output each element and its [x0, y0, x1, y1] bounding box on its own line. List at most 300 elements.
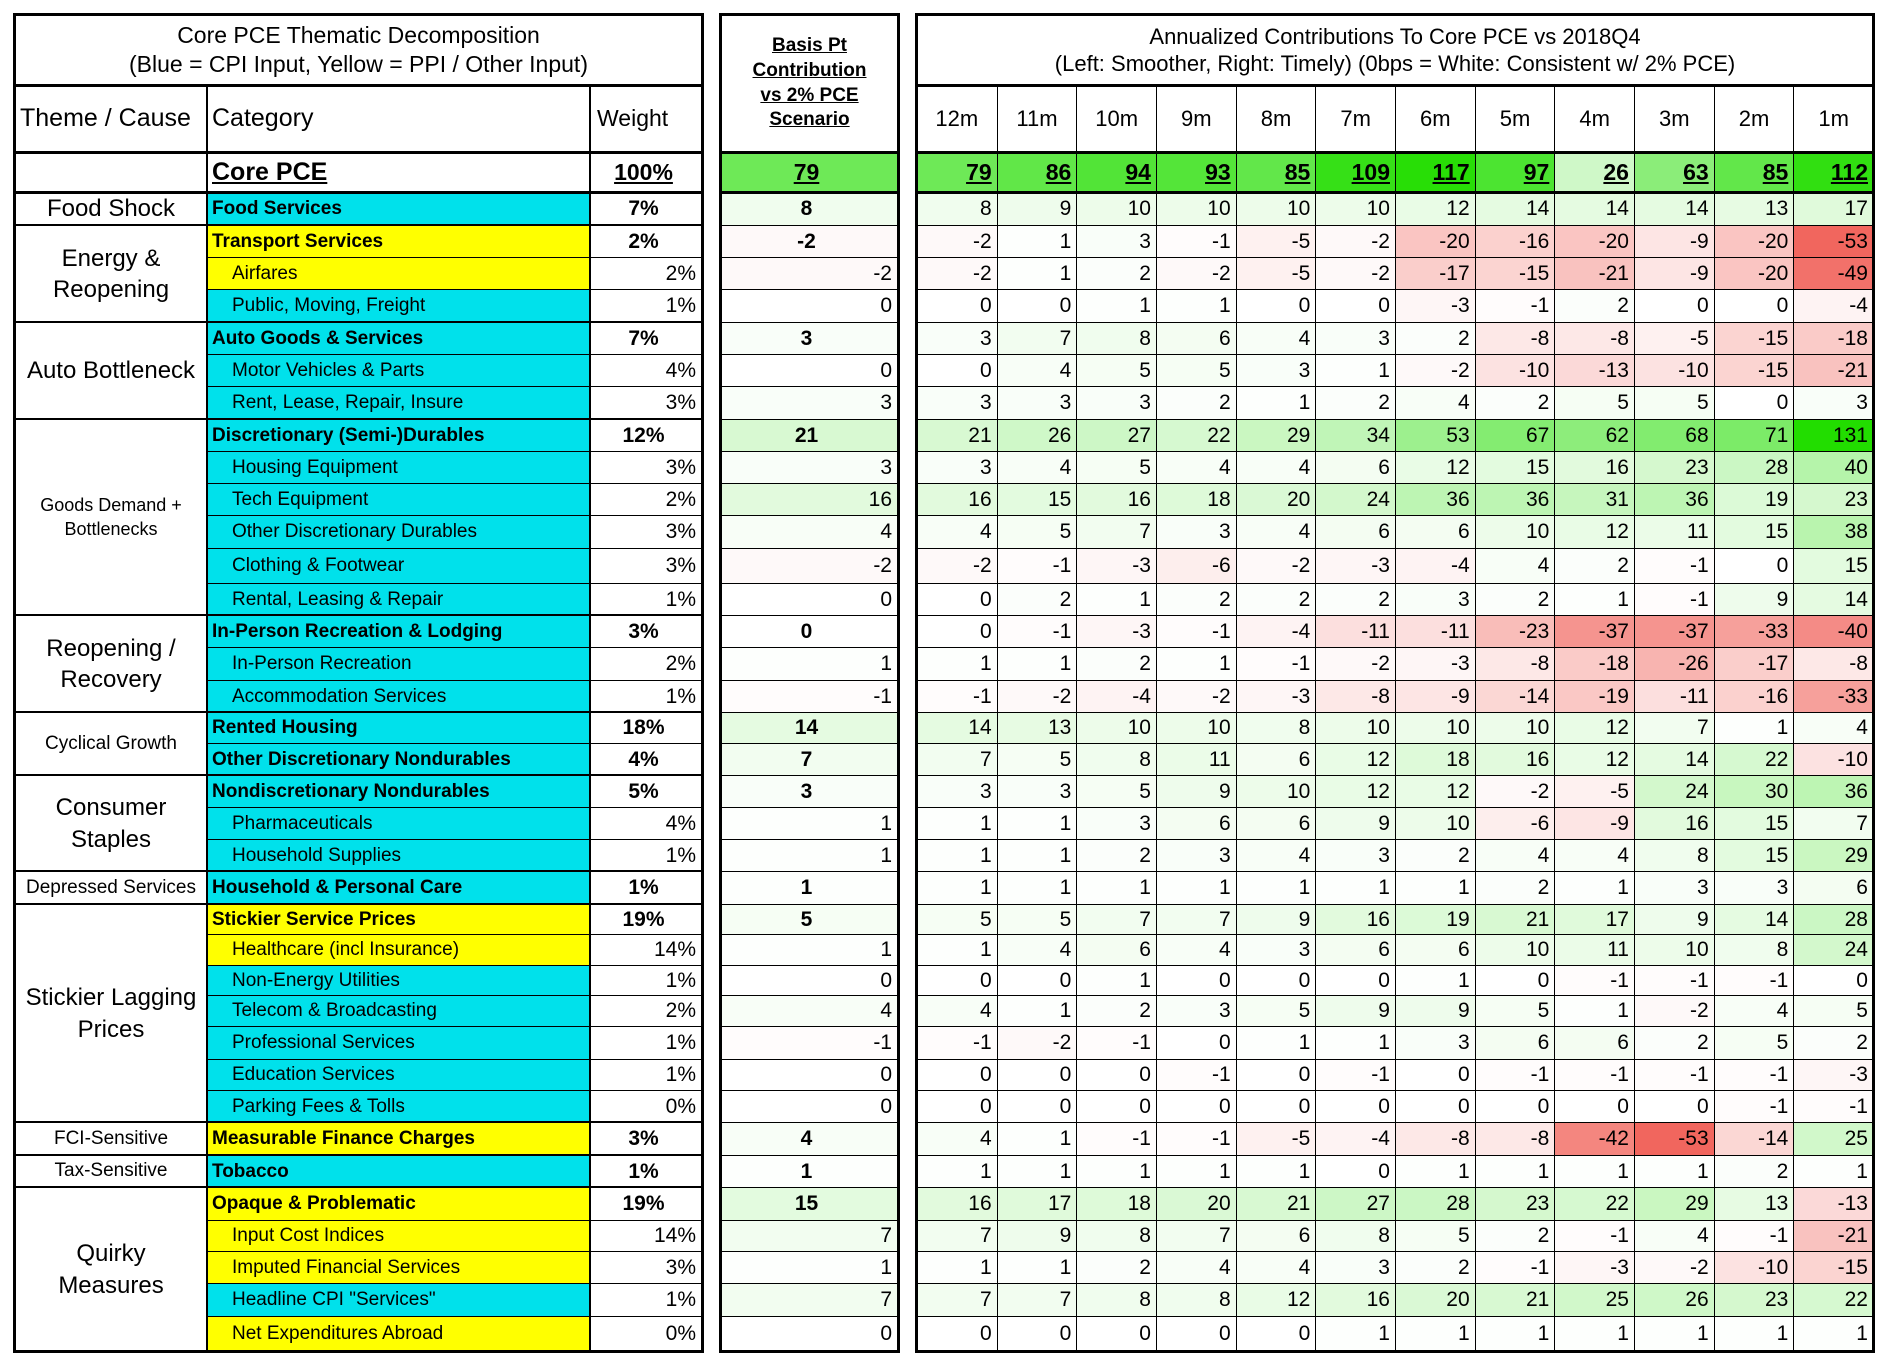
- period-value-cell: 1: [1315, 1316, 1395, 1351]
- period-value-cell: 20: [1156, 1187, 1236, 1220]
- period-value-cell: 2: [1236, 583, 1316, 615]
- category-cell: Parking Fees & Tolls: [207, 1090, 590, 1122]
- period-value-cell: 4: [1793, 712, 1873, 743]
- period-value-cell: -10: [1634, 354, 1714, 386]
- grid-line: [15, 1121, 702, 1123]
- period-value-cell: 93: [1156, 152, 1236, 192]
- period-value-cell: 5: [917, 904, 997, 934]
- bp-contribution-cell: 0: [721, 1059, 898, 1090]
- category-cell: Pharmaceuticals: [207, 807, 590, 839]
- category-cell: Clothing & Footwear: [207, 548, 590, 583]
- period-value-cell: 9: [1395, 995, 1475, 1026]
- period-value-cell: 86: [997, 152, 1077, 192]
- bp-contribution-cell: 7: [721, 1220, 898, 1251]
- period-value-cell: -2: [997, 680, 1077, 712]
- period-value-cell: 1: [917, 839, 997, 871]
- period-value-cell: 2: [1315, 583, 1395, 615]
- weight-cell: 3%: [590, 1122, 702, 1155]
- period-header-7m: 7m: [1315, 85, 1395, 152]
- period-value-cell: 3: [1076, 225, 1156, 257]
- period-value-cell: 1: [1395, 965, 1475, 995]
- period-value-cell: 6: [1554, 1026, 1634, 1059]
- period-value-cell: 0: [1315, 1090, 1395, 1122]
- period-value-cell: -8: [1554, 322, 1634, 354]
- bp-contribution-cell: 0: [721, 1090, 898, 1122]
- period-value-cell: 0: [1634, 289, 1714, 322]
- grid-line: [15, 614, 702, 616]
- period-value-cell: 8: [1076, 743, 1156, 775]
- period-value-cell: 0: [1395, 1090, 1475, 1122]
- weight-cell: 2%: [590, 257, 702, 289]
- period-value-cell: -10: [1714, 1251, 1794, 1283]
- period-value-cell: 5: [997, 743, 1077, 775]
- period-value-cell: -2: [1315, 257, 1395, 289]
- period-value-cell: 7: [1634, 712, 1714, 743]
- weight-cell: 1%: [590, 965, 702, 995]
- period-value-cell: -3: [1315, 548, 1395, 583]
- period-value-cell: -3: [1793, 1059, 1873, 1090]
- period-value-cell: 2: [1554, 289, 1634, 322]
- period-value-cell: 4: [1236, 1251, 1316, 1283]
- period-value-cell: 4: [1475, 839, 1555, 871]
- period-value-cell: 10: [1076, 192, 1156, 225]
- period-value-cell: 1: [997, 1251, 1077, 1283]
- period-value-cell: 25: [1793, 1122, 1873, 1155]
- period-value-cell: 67: [1475, 419, 1555, 451]
- bp-contribution-cell: 3: [721, 322, 898, 354]
- grid-line: [917, 84, 1873, 87]
- period-value-cell: -1: [1714, 1059, 1794, 1090]
- weight-cell: 3%: [590, 386, 702, 419]
- period-value-cell: -9: [1554, 807, 1634, 839]
- grid-line: [917, 151, 1873, 154]
- period-value-cell: 12: [1395, 451, 1475, 483]
- period-value-cell: 7: [917, 1220, 997, 1251]
- right-title-line1: Annualized Contributions To Core PCE vs 2018Q4: [1149, 23, 1641, 49]
- period-value-cell: 1: [1714, 712, 1794, 743]
- period-value-cell: 0: [1315, 1155, 1395, 1187]
- period-value-cell: 3: [1395, 583, 1475, 615]
- period-value-cell: 1: [1554, 583, 1634, 615]
- period-value-cell: 9: [997, 192, 1077, 225]
- period-value-cell: 4: [1236, 322, 1316, 354]
- period-value-cell: 0: [1714, 289, 1794, 322]
- period-value-cell: -1: [1634, 965, 1714, 995]
- period-value-cell: 1: [1554, 995, 1634, 1026]
- period-value-cell: -1: [1634, 583, 1714, 615]
- period-value-cell: 0: [1076, 1316, 1156, 1351]
- period-value-cell: 7: [1156, 1220, 1236, 1251]
- bp-contribution-cell: -2: [721, 548, 898, 583]
- period-value-cell: 3: [1156, 839, 1236, 871]
- period-value-cell: -42: [1554, 1122, 1634, 1155]
- period-value-cell: -1: [1076, 1026, 1156, 1059]
- category-cell: Non-Energy Utilities: [207, 965, 590, 995]
- period-value-cell: 21: [917, 419, 997, 451]
- period-value-cell: 6: [1395, 934, 1475, 965]
- period-value-cell: 5: [1076, 354, 1156, 386]
- category-cell: Other Discretionary Nondurables: [207, 743, 590, 775]
- weight-cell: 1%: [590, 680, 702, 712]
- period-value-cell: -3: [1554, 1251, 1634, 1283]
- period-value-cell: 4: [917, 995, 997, 1026]
- period-value-cell: 0: [997, 1316, 1077, 1351]
- period-value-cell: -2: [997, 1026, 1077, 1059]
- period-value-cell: -13: [1793, 1187, 1873, 1220]
- period-value-cell: 85: [1714, 152, 1794, 192]
- period-value-cell: -21: [1554, 257, 1634, 289]
- period-value-cell: 20: [1395, 1283, 1475, 1316]
- bp-contribution-header: [721, 15, 898, 152]
- period-value-cell: 5: [1395, 1220, 1475, 1251]
- category-cell: Household & Personal Care: [207, 871, 590, 904]
- period-value-cell: 4: [1395, 386, 1475, 419]
- period-value-cell: 3: [997, 775, 1077, 807]
- period-value-cell: 16: [917, 483, 997, 515]
- period-value-cell: -5: [1554, 775, 1634, 807]
- period-value-cell: 0: [1236, 289, 1316, 322]
- period-value-cell: 6: [1076, 934, 1156, 965]
- period-value-cell: -1: [1793, 1090, 1873, 1122]
- bp-contribution-cell: 0: [721, 1316, 898, 1351]
- period-value-cell: -2: [1156, 680, 1236, 712]
- period-value-cell: -2: [1634, 1251, 1714, 1283]
- period-value-cell: 1: [997, 1155, 1077, 1187]
- bp-contribution-cell: 1: [721, 1155, 898, 1187]
- period-value-cell: 2: [1076, 839, 1156, 871]
- period-value-cell: 1: [1395, 871, 1475, 904]
- period-value-cell: 0: [1475, 1090, 1555, 1122]
- period-value-cell: 7: [997, 1283, 1077, 1316]
- period-value-cell: 2: [1156, 386, 1236, 419]
- period-value-cell: 112: [1793, 152, 1873, 192]
- category-cell: In-Person Recreation: [207, 647, 590, 680]
- period-value-cell: 4: [1236, 451, 1316, 483]
- period-value-cell: 15: [1793, 548, 1873, 583]
- period-value-cell: 0: [1634, 1090, 1714, 1122]
- period-value-cell: 11: [1554, 934, 1634, 965]
- period-value-cell: 6: [1315, 934, 1395, 965]
- bp-contribution-cell: 14: [721, 712, 898, 743]
- period-value-cell: -8: [1475, 322, 1555, 354]
- weight-cell: 18%: [590, 712, 702, 743]
- period-header-6m: 6m: [1395, 85, 1475, 152]
- period-value-cell: 5: [997, 515, 1077, 548]
- category-cell: Measurable Finance Charges: [207, 1122, 590, 1155]
- period-value-cell: 1: [1076, 289, 1156, 322]
- bp-contribution-cell: 8: [721, 192, 898, 225]
- bp-header-line4: Scenario: [769, 109, 850, 131]
- period-value-cell: -4: [1793, 289, 1873, 322]
- period-value-cell: 0: [997, 1090, 1077, 1122]
- period-value-cell: 0: [1236, 1090, 1316, 1122]
- period-value-cell: 4: [997, 451, 1077, 483]
- period-value-cell: -3: [1395, 289, 1475, 322]
- period-value-cell: 4: [1554, 839, 1634, 871]
- period-value-cell: 10: [1236, 775, 1316, 807]
- theme-label: Auto Bottleneck: [15, 322, 207, 419]
- period-value-cell: 38: [1793, 515, 1873, 548]
- period-value-cell: 8: [917, 192, 997, 225]
- period-value-cell: 5: [1793, 995, 1873, 1026]
- period-value-cell: -40: [1793, 615, 1873, 647]
- period-value-cell: 11: [1634, 515, 1714, 548]
- theme-label: Cyclical Growth: [15, 712, 207, 775]
- period-value-cell: -11: [1315, 615, 1395, 647]
- period-value-cell: 10: [1315, 712, 1395, 743]
- period-value-cell: 8: [1714, 934, 1794, 965]
- period-value-cell: 2: [1395, 839, 1475, 871]
- period-value-cell: -1: [1156, 225, 1236, 257]
- weight-cell: 4%: [590, 354, 702, 386]
- period-header-4m: 4m: [1554, 85, 1634, 152]
- period-value-cell: 10: [1156, 192, 1236, 225]
- period-value-cell: -2: [917, 257, 997, 289]
- period-value-cell: -21: [1793, 354, 1873, 386]
- period-value-cell: -11: [1634, 680, 1714, 712]
- period-value-cell: -2: [917, 225, 997, 257]
- period-value-cell: 1: [997, 1122, 1077, 1155]
- category-cell: Healthcare (incl Insurance): [207, 934, 590, 965]
- period-value-cell: 62: [1554, 419, 1634, 451]
- period-value-cell: 1: [1475, 1155, 1555, 1187]
- weight-cell: 7%: [590, 192, 702, 225]
- period-value-cell: 85: [1236, 152, 1316, 192]
- period-value-cell: 1: [917, 934, 997, 965]
- period-value-cell: 16: [1076, 483, 1156, 515]
- category-cell: Tech Equipment: [207, 483, 590, 515]
- period-value-cell: 71: [1714, 419, 1794, 451]
- period-value-cell: 36: [1395, 483, 1475, 515]
- period-value-cell: 4: [1714, 995, 1794, 1026]
- period-value-cell: -37: [1554, 615, 1634, 647]
- period-value-cell: 16: [1634, 807, 1714, 839]
- period-value-cell: 14: [1793, 583, 1873, 615]
- period-value-cell: 4: [1634, 1220, 1714, 1251]
- right-table-title: [917, 15, 1873, 85]
- period-value-cell: 0: [1236, 1316, 1316, 1351]
- weight-cell: 3%: [590, 1251, 702, 1283]
- period-value-cell: 10: [1634, 934, 1714, 965]
- period-value-cell: 2: [1076, 647, 1156, 680]
- period-value-cell: 2: [1475, 386, 1555, 419]
- period-value-cell: -33: [1793, 680, 1873, 712]
- theme-label: Consumer Staples: [15, 775, 207, 871]
- period-value-cell: 2: [1475, 583, 1555, 615]
- period-value-cell: 0: [1793, 965, 1873, 995]
- period-value-cell: 1: [1076, 871, 1156, 904]
- period-value-cell: 9: [1315, 807, 1395, 839]
- period-value-cell: 6: [1236, 807, 1316, 839]
- period-value-cell: 68: [1634, 419, 1714, 451]
- period-value-cell: 5: [1156, 354, 1236, 386]
- period-value-cell: -1: [1156, 1122, 1236, 1155]
- bp-header-line1: Basis Pt: [772, 35, 847, 57]
- period-value-cell: 23: [1475, 1187, 1555, 1220]
- weight-cell: 14%: [590, 1220, 702, 1251]
- period-value-cell: 14: [1634, 743, 1714, 775]
- period-value-cell: -3: [1076, 615, 1156, 647]
- period-value-cell: 1: [1315, 1026, 1395, 1059]
- period-value-cell: 109: [1315, 152, 1395, 192]
- period-value-cell: -1: [1076, 1122, 1156, 1155]
- period-value-cell: 7: [997, 322, 1077, 354]
- period-value-cell: -26: [1634, 647, 1714, 680]
- period-value-cell: 10: [1156, 712, 1236, 743]
- category-cell: Housing Equipment: [207, 451, 590, 483]
- period-value-cell: 21: [1236, 1187, 1316, 1220]
- left-title-line1: Core PCE Thematic Decomposition: [177, 22, 540, 49]
- category-cell: Public, Moving, Freight: [207, 289, 590, 322]
- period-value-cell: -1: [1554, 1220, 1634, 1251]
- theme-label: Reopening / Recovery: [15, 615, 207, 712]
- period-value-cell: 1: [917, 1251, 997, 1283]
- period-value-cell: 8: [1076, 1220, 1156, 1251]
- category-cell: Auto Goods & Services: [207, 322, 590, 354]
- period-value-cell: 10: [1395, 807, 1475, 839]
- bp-contribution-cell: 3: [721, 451, 898, 483]
- grid-line: [206, 85, 208, 1351]
- period-value-cell: 17: [997, 1187, 1077, 1220]
- period-value-cell: 3: [1315, 839, 1395, 871]
- period-value-cell: 18: [1156, 483, 1236, 515]
- period-value-cell: -6: [1475, 807, 1555, 839]
- period-value-cell: 2: [997, 583, 1077, 615]
- period-value-cell: 0: [1315, 965, 1395, 995]
- period-value-cell: 3: [1076, 386, 1156, 419]
- period-value-cell: 7: [1793, 807, 1873, 839]
- period-value-cell: 2: [1634, 1026, 1714, 1059]
- bp-header-line2: Contribution: [752, 59, 867, 81]
- period-value-cell: 3: [1793, 386, 1873, 419]
- period-value-cell: 34: [1315, 419, 1395, 451]
- period-value-cell: 1: [1793, 1155, 1873, 1187]
- bp-contribution-cell: 0: [721, 615, 898, 647]
- period-value-cell: 94: [1076, 152, 1156, 192]
- period-value-cell: 13: [997, 712, 1077, 743]
- period-value-cell: -1: [1236, 647, 1316, 680]
- period-value-cell: -17: [1714, 647, 1794, 680]
- period-value-cell: 16: [1315, 1283, 1395, 1316]
- period-value-cell: -21: [1793, 1220, 1873, 1251]
- period-value-cell: -2: [917, 548, 997, 583]
- period-value-cell: -4: [1076, 680, 1156, 712]
- period-value-cell: 8: [1236, 712, 1316, 743]
- period-value-cell: 26: [1634, 1283, 1714, 1316]
- period-value-cell: -53: [1634, 1122, 1714, 1155]
- grid-line: [589, 85, 591, 1351]
- grid-line: [15, 711, 702, 713]
- period-value-cell: -2: [1236, 548, 1316, 583]
- bp-contribution-cell: -1: [721, 1026, 898, 1059]
- period-value-cell: -15: [1714, 354, 1794, 386]
- period-value-cell: 25: [1554, 1283, 1634, 1316]
- period-value-cell: -1: [1714, 965, 1794, 995]
- period-value-cell: -15: [1793, 1251, 1873, 1283]
- period-value-cell: -19: [1554, 680, 1634, 712]
- period-value-cell: 3: [1315, 1251, 1395, 1283]
- period-value-cell: 9: [1236, 904, 1316, 934]
- bp-contribution-cell: 0: [721, 354, 898, 386]
- grid-line: [15, 84, 702, 87]
- period-value-cell: 23: [1634, 451, 1714, 483]
- period-value-cell: 0: [917, 1316, 997, 1351]
- period-value-cell: 20: [1236, 483, 1316, 515]
- period-value-cell: 1: [1156, 871, 1236, 904]
- period-value-cell: 23: [1714, 1283, 1794, 1316]
- period-value-cell: 3: [917, 322, 997, 354]
- period-value-cell: 5: [1554, 386, 1634, 419]
- bp-header-line3: vs 2% PCE: [760, 84, 859, 106]
- category-cell: Household Supplies: [207, 839, 590, 871]
- period-value-cell: -2: [1395, 354, 1475, 386]
- bp-contribution-cell: 3: [721, 775, 898, 807]
- period-value-cell: 10: [1395, 712, 1475, 743]
- period-value-cell: 1: [1475, 1316, 1555, 1351]
- period-value-cell: 2: [1793, 1026, 1873, 1059]
- period-value-cell: 3: [1395, 1026, 1475, 1059]
- period-value-cell: -2: [1156, 257, 1236, 289]
- period-value-cell: -1: [1554, 965, 1634, 995]
- period-value-cell: -18: [1554, 647, 1634, 680]
- period-value-cell: 24: [1634, 775, 1714, 807]
- period-value-cell: 4: [917, 515, 997, 548]
- bp-contribution-cell: 4: [721, 995, 898, 1026]
- period-value-cell: 1: [1554, 1316, 1634, 1351]
- period-value-cell: 6: [1395, 515, 1475, 548]
- period-value-cell: 1: [1554, 1155, 1634, 1187]
- period-value-cell: 14: [1634, 192, 1714, 225]
- period-value-cell: 22: [1714, 743, 1794, 775]
- period-value-cell: 12: [1315, 775, 1395, 807]
- period-value-cell: 79: [917, 152, 997, 192]
- period-value-cell: 0: [1076, 1059, 1156, 1090]
- period-value-cell: 15: [1714, 807, 1794, 839]
- period-value-cell: 12: [1554, 743, 1634, 775]
- period-value-cell: -15: [1714, 322, 1794, 354]
- period-value-cell: -1: [1634, 548, 1714, 583]
- period-value-cell: -1: [917, 1026, 997, 1059]
- period-value-cell: 3: [1714, 871, 1794, 904]
- period-value-cell: -20: [1714, 257, 1794, 289]
- period-value-cell: -33: [1714, 615, 1794, 647]
- period-value-cell: 1: [997, 647, 1077, 680]
- period-value-cell: -1: [1634, 1059, 1714, 1090]
- period-value-cell: 19: [1395, 904, 1475, 934]
- period-value-cell: -3: [1076, 548, 1156, 583]
- period-value-cell: 14: [1554, 192, 1634, 225]
- period-value-cell: -5: [1236, 225, 1316, 257]
- period-value-cell: -1: [1554, 1059, 1634, 1090]
- category-cell: Rental, Leasing & Repair: [207, 583, 590, 615]
- period-value-cell: 1: [1315, 354, 1395, 386]
- col-header-category: Category: [207, 85, 590, 152]
- period-value-cell: -1: [997, 615, 1077, 647]
- period-value-cell: 0: [1475, 965, 1555, 995]
- period-value-cell: -16: [1475, 225, 1555, 257]
- period-value-cell: 3: [1156, 515, 1236, 548]
- period-value-cell: -1: [1714, 1220, 1794, 1251]
- period-value-cell: 5: [997, 904, 1077, 934]
- period-value-cell: 9: [1156, 775, 1236, 807]
- period-value-cell: 18: [1395, 743, 1475, 775]
- period-value-cell: 4: [1156, 934, 1236, 965]
- period-value-cell: 16: [917, 1187, 997, 1220]
- period-value-cell: -8: [1475, 647, 1555, 680]
- period-header-1m: 1m: [1793, 85, 1873, 152]
- grid-line: [917, 191, 1873, 194]
- period-value-cell: 23: [1793, 483, 1873, 515]
